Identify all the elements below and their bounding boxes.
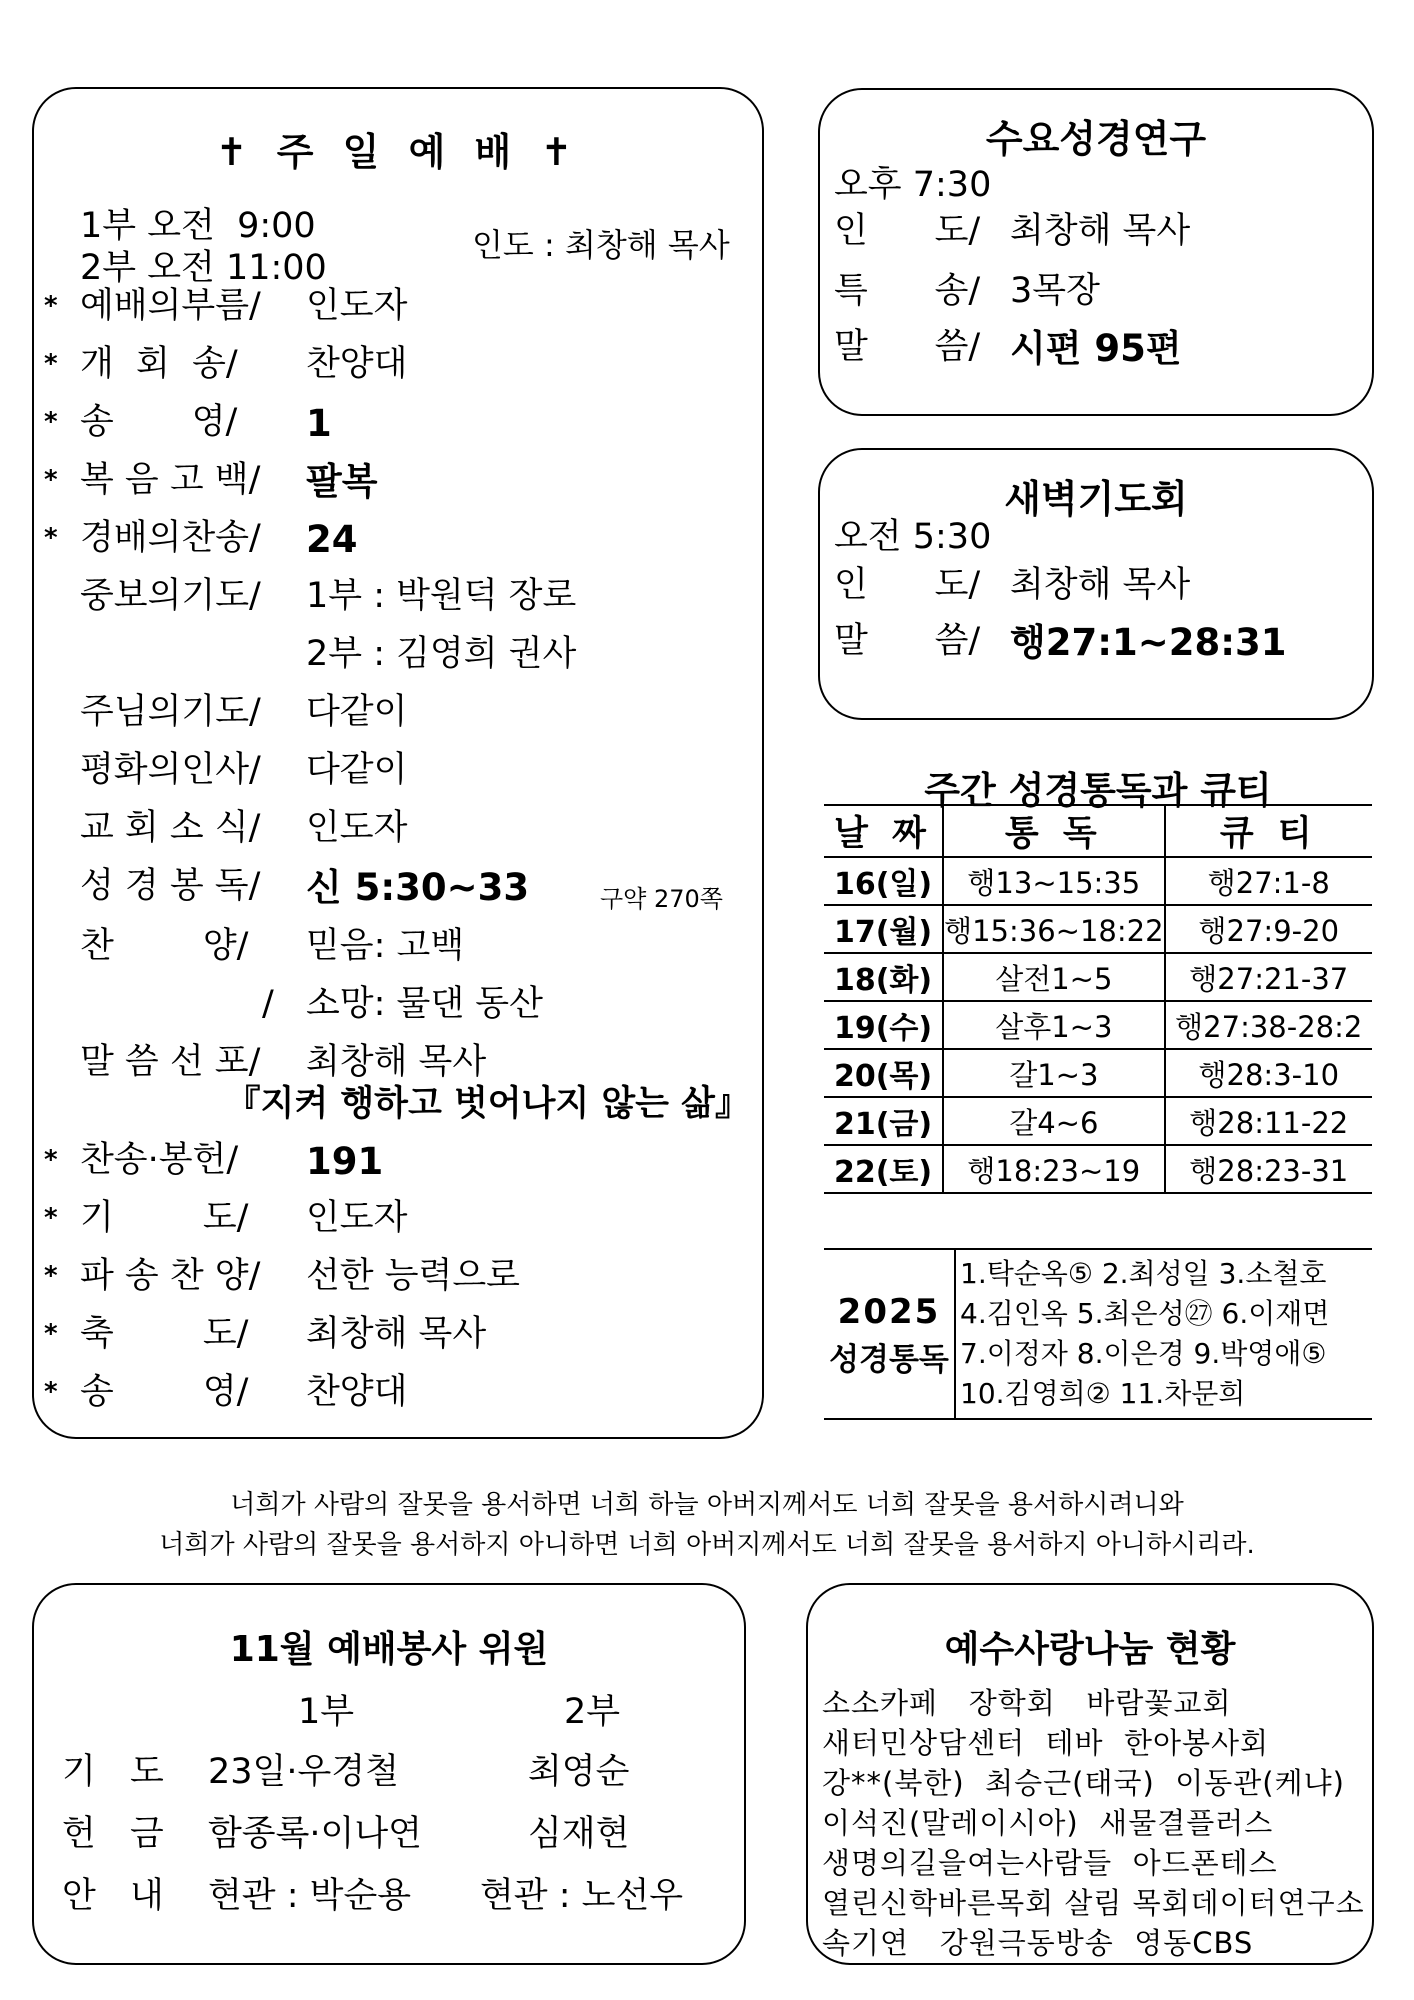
sunday-worship-box: [32, 87, 764, 1439]
reading-qt: 행27:21-37: [1165, 953, 1372, 1001]
reading-title: 주간 성경통독과 큐티: [924, 769, 1272, 812]
yearly-line: 10.김영희② 11.차문희: [960, 1377, 1246, 1410]
service-col-1: 1부: [298, 1692, 355, 1732]
sharing-title: 예수사랑나눔 현황: [944, 1629, 1236, 1670]
dawn-row-label: 말 씀/: [834, 621, 981, 661]
row-value: 소망: 물댄 동산: [306, 984, 543, 1024]
service-row-1: 함종록·이나연: [208, 1814, 422, 1854]
row-value: 인도자: [306, 1198, 408, 1238]
reading-date: 19(수): [824, 1001, 943, 1049]
reading-row: [824, 1145, 1372, 1193]
service-time-2: 2부 오전 11:00: [80, 248, 327, 288]
service-row-label: 안 내: [62, 1876, 168, 1916]
reading-qt: 행27:38-28:2: [1165, 1001, 1372, 1049]
yearly-label-text: 성경통독: [829, 1342, 949, 1378]
reading-date: 17(월): [824, 905, 943, 953]
service-row-2: 현관 : 노선우: [480, 1876, 684, 1916]
row-value: 인도자: [306, 808, 408, 848]
wednesday-row-label: 인 도/: [834, 211, 981, 251]
yearly-line: 1.탁순옥⑤ 2.최성일 3.소철호: [960, 1257, 1327, 1290]
wednesday-row-label: 말 씀/: [834, 327, 981, 367]
row-label: 말 씀 선 포/: [80, 1042, 261, 1082]
cross-icon: ✝: [215, 130, 256, 174]
service-committee-box: [32, 1583, 746, 1965]
wednesday-row-value: 시편 95편: [1010, 327, 1182, 370]
row-label: 주님의기도/: [80, 692, 261, 732]
row-value: 신 5:30~33: [306, 866, 530, 909]
wednesday-time: 오후 7:30: [834, 165, 992, 205]
reading-passage: 살후1~3: [943, 1001, 1164, 1049]
row-label: 중보의기도/: [80, 576, 261, 616]
row-value: 찬양대: [306, 344, 408, 384]
sharing-line: 열린신학바른목회 살림 목회데이터연구소: [822, 1886, 1365, 1920]
row-value: 1: [306, 402, 332, 445]
dawn-prayer-box: [818, 448, 1374, 720]
row-value: 191: [306, 1140, 384, 1183]
row-value: 1부 : 박원덕 장로: [306, 576, 577, 616]
row-value: 다같이: [306, 692, 408, 732]
row-value: 다같이: [306, 750, 408, 790]
wednesday-study-box: [818, 88, 1374, 416]
row-label: 송 영/: [80, 1372, 249, 1412]
row-value: 팔복: [306, 460, 378, 503]
reading-passage: 행18:23~19: [943, 1145, 1164, 1193]
sharing-line: 소소카페 장학회 바람꽃교회: [822, 1686, 1232, 1720]
row-value: 인도자: [306, 286, 408, 326]
reading-passage: 행15:36~18:22: [943, 905, 1164, 953]
service-row-1: 현관 : 박순용: [208, 1876, 412, 1916]
sharing-line: 속기연 강원극동방송 영동CBS: [822, 1926, 1254, 1960]
reading-date: 18(화): [824, 953, 943, 1001]
row-label: 교 회 소 식/: [80, 808, 261, 848]
wednesday-row-value: 최창해 목사: [1010, 211, 1191, 251]
reading-passage: 갈1~3: [943, 1049, 1164, 1097]
row-star: *: [44, 349, 58, 379]
sharing-line: 생명의길을여는사람들 아드폰테스: [822, 1846, 1278, 1880]
row-star: *: [44, 465, 58, 495]
service-row-label: 기 도: [62, 1752, 168, 1792]
row-label: 기 도/: [80, 1198, 249, 1238]
dawn-time: 오전 5:30: [834, 517, 992, 557]
dawn-row-value: 행27:1~28:31: [1010, 621, 1287, 664]
wednesday-title: 수요성경연구: [985, 117, 1207, 161]
dawn-row-label: 인 도/: [834, 565, 981, 605]
reading-qt: 행28:23-31: [1165, 1145, 1372, 1193]
row-star: *: [44, 291, 58, 321]
reading-passage: 행13~15:35: [943, 857, 1164, 905]
sharing-line: 강**(북한) 최승근(태국) 이동관(케냐): [822, 1766, 1345, 1800]
yearly-line: 7.이정자 8.이은경 9.박영애⑤: [960, 1337, 1327, 1370]
yearly-top-line: [824, 1248, 1372, 1250]
row-label: 복 음 고 백/: [80, 460, 261, 500]
service-row-2: 최영순: [528, 1752, 630, 1792]
row-star: *: [44, 1377, 58, 1407]
wednesday-row-label: 특 송/: [834, 271, 981, 311]
cross-icon: ✝: [540, 130, 581, 174]
service-row-2: 심재현: [528, 1814, 630, 1854]
row-label: 평화의인사/: [80, 750, 261, 790]
row-value: 최창해 목사: [306, 1042, 487, 1082]
row-value: 24: [306, 518, 358, 561]
header-reading: 통 독: [943, 805, 1164, 857]
service-row-1: 23일·우경철: [208, 1752, 399, 1792]
row-label: 축 도/: [80, 1314, 249, 1354]
reading-row: [824, 1001, 1372, 1049]
row-value: 최창해 목사: [306, 1314, 487, 1354]
sharing-box: [806, 1583, 1374, 1965]
sharing-line: 이석진(말레이시아) 새물결플러스: [822, 1806, 1274, 1840]
reading-date: 16(일): [824, 857, 943, 905]
reading-qt: 행27:1-8: [1165, 857, 1372, 905]
reading-row: [824, 1097, 1372, 1145]
service-leader: 인도 : 최창해 목사: [472, 226, 730, 264]
reading-date: 21(금): [824, 1097, 943, 1145]
service-row-label: 헌 금: [62, 1814, 168, 1854]
sunday-title-line: [34, 121, 762, 176]
reading-passage: 갈4~6: [943, 1097, 1164, 1145]
row-star: *: [44, 1319, 58, 1349]
wednesday-row-value: 3목장: [1010, 271, 1100, 311]
sharing-line: 새터민상담센터 테바 한아봉사회: [822, 1726, 1270, 1760]
row-label: 경배의찬송/: [80, 518, 261, 558]
reading-row: [824, 1049, 1372, 1097]
bible-verse-line-1: 너희가 사람의 잘못을 용서하면 너희 하늘 아버지께서도 너희 잘못을 용서하시려니와: [230, 1490, 1184, 1520]
reading-passage: 살전1~5: [943, 953, 1164, 1001]
dawn-title: 새벽기도회: [1004, 477, 1188, 521]
row-label: 송 영/: [80, 402, 238, 442]
row-value: 2부 : 김영희 권사: [306, 634, 577, 674]
reading-header-row: [824, 805, 1372, 857]
row-star: *: [44, 407, 58, 437]
reading-date: 22(토): [824, 1145, 943, 1193]
reading-row: [824, 857, 1372, 905]
bible-verse-line-2: 너희가 사람의 잘못을 용서하지 아니하면 너희 아버지께서도 너희 잘못을 용서하지 아니하시리라.: [159, 1530, 1255, 1560]
row-label: 성 경 봉 독/: [80, 866, 261, 906]
reading-table: [824, 804, 1372, 1194]
row-star: *: [44, 1261, 58, 1291]
header-date: 날 짜: [824, 805, 943, 857]
row-note: 구약 270쪽: [600, 885, 723, 913]
header-qt: 큐 티: [1165, 805, 1372, 857]
yearly-divider: [954, 1248, 956, 1420]
row-label: 개 회 송/: [80, 344, 238, 384]
yearly-bottom-line: [824, 1418, 1372, 1420]
row-value: 믿음: 고백: [306, 926, 465, 966]
row-label: 파 송 찬 양/: [80, 1256, 261, 1296]
reading-row: [824, 905, 1372, 953]
reading-qt: 행27:9-20: [1165, 905, 1372, 953]
reading-qt: 행28:11-22: [1165, 1097, 1372, 1145]
sunday-title: 주 일 예 배: [276, 130, 520, 174]
row-label: 예배의부름/: [80, 286, 261, 326]
row-star: *: [44, 523, 58, 553]
row-value: 선한 능력으로: [306, 1256, 520, 1296]
service-title: 11월 예배봉사 위원: [229, 1629, 549, 1670]
yearly-label-year: 2025: [837, 1292, 941, 1332]
row-label: 찬 양/: [80, 926, 249, 966]
yearly-line: 4.김인옥 5.최은성㉗ 6.이재면: [960, 1297, 1330, 1330]
row-star: *: [44, 1145, 58, 1175]
service-time-1: 1부 오전 9:00: [80, 206, 316, 246]
row-value: 찬양대: [306, 1372, 408, 1412]
row-label: 찬송·봉헌/: [80, 1140, 239, 1180]
reading-row: [824, 953, 1372, 1001]
row-label: /: [262, 984, 274, 1024]
reading-date: 20(목): [824, 1049, 943, 1097]
reading-qt: 행28:3-10: [1165, 1049, 1372, 1097]
row-star: *: [44, 1203, 58, 1233]
dawn-row-value: 최창해 목사: [1010, 565, 1191, 605]
sermon-title: 『지켜 행하고 벗어나지 않는 삶』: [225, 1084, 750, 1124]
service-col-2: 2부: [564, 1692, 621, 1732]
